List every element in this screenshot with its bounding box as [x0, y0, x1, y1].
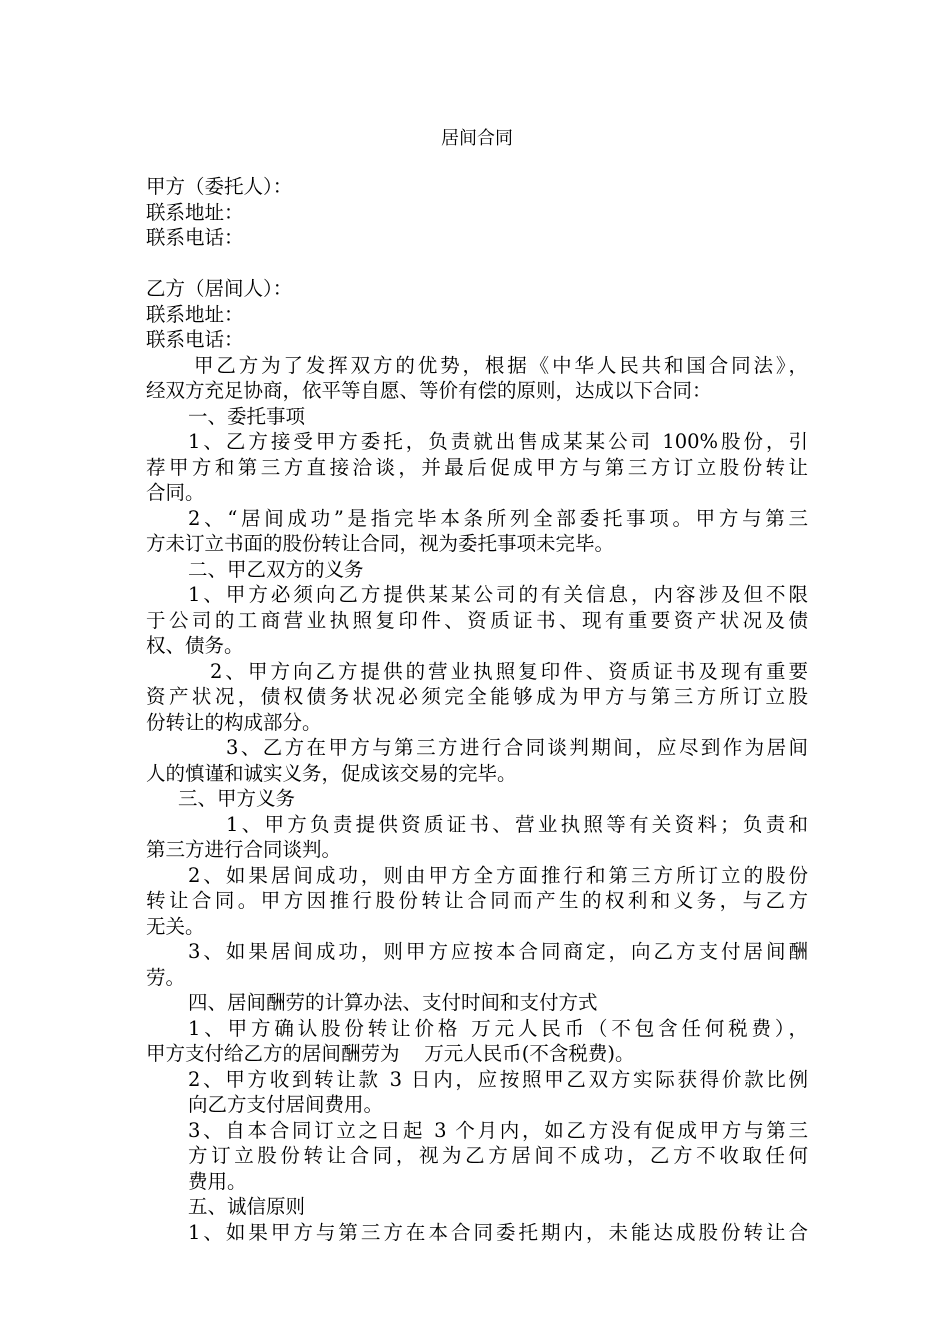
paragraph-line: 甲乙方为了发挥双方的优势，根据《中华人民共和国合同法》， — [194, 353, 808, 377]
party-a-phone: 联系电话： — [146, 226, 244, 249]
party-b-address: 联系地址： — [146, 302, 244, 326]
paragraph-line: 第三方进行合同谈判。 — [146, 838, 342, 861]
paragraph-line: 荐甲方和第三方直接洽谈，并最后促成甲方与第三方订立股份转让 — [146, 455, 808, 479]
paragraph-line: 份转让的构成部分。 — [146, 710, 322, 734]
paragraph-line: 3、乙方在甲方与第三方进行合同谈判期间，应尽到作为居间 — [226, 736, 808, 759]
paragraph-line: 合同。 — [146, 481, 205, 504]
section-heading: 二、甲乙双方的义务 — [188, 557, 364, 581]
party-a-address: 联系地址： — [146, 200, 244, 224]
paragraph-line: 权、债务。 — [146, 634, 244, 657]
paragraph-line: 1、甲方负责提供资质证书、营业执照等有关资料；负责和 — [226, 812, 808, 836]
paragraph-line: 1、甲方必须向乙方提供某某公司的有关信息，内容涉及但不限 — [188, 583, 808, 606]
paragraph-line: 方订立股份转让合同，视为乙方居间不成功，乙方不收取任何 — [188, 1144, 808, 1167]
party-b-phone: 联系电话： — [146, 328, 244, 351]
section-heading: 五、诚信原则 — [188, 1195, 306, 1218]
document-title: 居间合同 — [441, 128, 513, 149]
paragraph-line: 方未订立书面的股份转让合同，视为委托事项未完毕。 — [146, 532, 615, 555]
paragraph-line: 人的慎谨和诚实义务，促成该交易的完毕。 — [146, 761, 517, 785]
paragraph-line: 2、如果居间成功，则由甲方全方面推行和第三方所订立的股份 — [188, 863, 808, 887]
document-body — [146, 174, 808, 1245]
party-b-name: 乙方（居间人）： — [146, 277, 293, 300]
section-heading: 三、甲方义务 — [178, 787, 296, 810]
paragraph-line: 于公司的工商营业执照复印件、资质证书、现有重要资产状况及债 — [146, 608, 808, 632]
paragraph-line: 向乙方支付居间费用。 — [188, 1093, 384, 1116]
paragraph-line: 经双方充足协商，依平等自愿、等价有偿的原则，达成以下合同： — [146, 379, 712, 402]
paragraph-line: 无关。 — [146, 914, 205, 938]
blank-line — [146, 251, 808, 277]
paragraph-line: 2、甲方收到转让款 3 日内，应按照甲乙双方实际获得价款比例 — [188, 1067, 808, 1091]
paragraph-line: 2、甲方向乙方提供的营业执照复印件、资质证书及现有重要 — [210, 659, 808, 683]
party-a-name: 甲方（委托人）： — [146, 175, 293, 198]
paragraph-line: 1、乙方接受甲方委托，负责就出售成某某公司 100%股份，引 — [188, 430, 808, 453]
paragraph-line: 3、自本合同订立之日起 3 个月内，如乙方没有促成甲方与第三 — [188, 1118, 808, 1142]
paragraph-line: 费用。 — [188, 1169, 247, 1193]
section-heading: 四、居间酬劳的计算办法、支付时间和支付方式 — [188, 991, 598, 1014]
paragraph-line: 2、“居间成功”是指完毕本条所列全部委托事项。甲方与第三 — [188, 506, 808, 530]
paragraph-line: 3、如果居间成功，则甲方应按本合同商定，向乙方支付居间酬 — [188, 940, 808, 963]
paragraph-line: 资产状况，债权债务状况必须完全能够成为甲方与第三方所订立股 — [146, 685, 808, 708]
paragraph-line: 甲方支付给乙方的居间酬劳为 万元人民币(不含税费)。 — [146, 1042, 635, 1065]
paragraph-line: 1、如果甲方与第三方在本合同委托期内，未能达成股份转让合 — [188, 1220, 808, 1244]
paragraph-line: 1、甲方确认股份转让价格 万元人民币（不包含任何税费）， — [188, 1016, 808, 1040]
paragraph-line: 转让合同。甲方因推行股份转让合同而产生的权利和义务，与乙方 — [146, 889, 808, 912]
section-heading: 一、委托事项 — [188, 404, 306, 428]
paragraph-line: 劳。 — [146, 965, 186, 989]
